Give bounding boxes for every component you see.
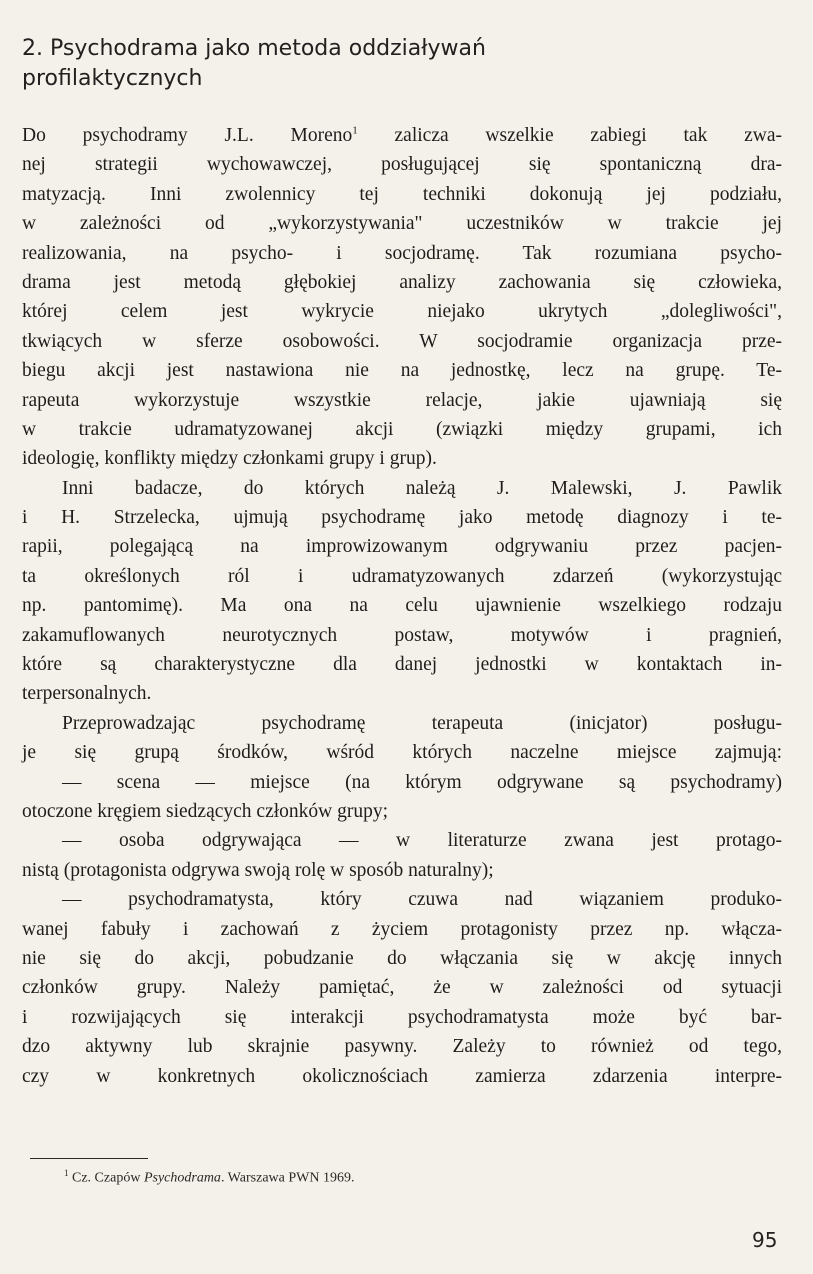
text-line: biegu akcji jest nastawiona nie na jednostkę, lecz na grupę. Te- xyxy=(22,360,782,382)
footnote-title: Psychodrama xyxy=(143,1170,221,1186)
footnote-suffix: . Warszawa PWN 1969. xyxy=(220,1170,355,1186)
footnote-number: 1 xyxy=(64,1168,69,1178)
text-line: je się grupą środków, wśród których naczelne miejsce zajmują: xyxy=(22,742,782,764)
body-text xyxy=(22,121,782,1091)
text-line: Inni badacze, do których należą J. Malewski, J. Pawlik xyxy=(62,477,782,499)
text-line: której celem jest wykrycie niejako ukrytych „dolegliwości", xyxy=(22,301,782,323)
text-line: otoczone kręgiem siedzących członków grupy; xyxy=(22,800,389,822)
section-heading xyxy=(22,34,762,94)
text-line: matyzacją. Inni zwolennicy tej techniki dokonują jej podziału, xyxy=(22,183,782,205)
text-line: np. pantomimę). Ma ona na celu ujawnienie wszelkiego rodzaju xyxy=(22,595,782,617)
text-line: i rozwijających się interakcji psychodramatysta może być bar- xyxy=(22,1006,782,1028)
text-line: dzo aktywny lub skrajnie pasywny. Zależy to również od tego, xyxy=(22,1036,782,1058)
text-line: członków grupy. Należy pamiętać, że w zależności od sytuacji xyxy=(22,977,782,999)
text-line: — scena — miejsce (na którym odgrywane są psychodramy) xyxy=(62,771,782,793)
footnote xyxy=(64,1168,354,1187)
page-number: 95 xyxy=(752,1228,778,1252)
text-line: wanej fabuły i zachowań z życiem protagonisty przez np. włącza- xyxy=(22,918,782,940)
text-line: — osoba odgrywająca — w literaturze zwana jest protago- xyxy=(62,830,782,852)
text-line: w trakcie udramatyzowanej akcji (związki między grupami, ich xyxy=(22,418,782,440)
text-line: czy w konkretnych okolicznościach zamierza zdarzenia interpre- xyxy=(22,1065,782,1087)
heading-line: 2. Psychodrama jako metoda oddziaływań xyxy=(22,36,486,61)
text-line: drama jest metodą głębokiej analizy zachowania się człowieka, xyxy=(22,271,782,293)
text-line: tkwiących w sferze osobowości. W socjodramie organizacja prze- xyxy=(22,330,782,352)
text-line: ta określonych ról i udramatyzowanych zdarzeń (wykorzystując xyxy=(22,565,782,587)
text-line: realizowania, na psycho- i socjodramę. Tak rozumiana psycho- xyxy=(22,242,782,264)
text-line: ideologię, konflikty między członkami grupy i grup). xyxy=(22,448,437,470)
footnote-divider xyxy=(30,1158,148,1159)
footnote-ref: 1 xyxy=(352,124,358,137)
text-line: rapeuta wykorzystuje wszystkie relacje, jakie ujawniają się xyxy=(22,389,782,411)
text-line: terpersonalnych. xyxy=(22,683,152,705)
text-line: rapii, polegającą na improwizowanym odgrywaniu przez pacjen- xyxy=(22,536,782,558)
text-line: nie się do akcji, pobudzanie do włączania się w akcję innych xyxy=(22,947,782,969)
text-line: nistą (protagonista odgrywa swoją rolę w sposób naturalny); xyxy=(22,859,494,881)
text-line: w zależności od „wykorzystywania" uczestników w trakcie jej xyxy=(22,213,782,235)
text-line: i H. Strzelecka, ujmują psychodramę jako metodę diagnozy i te- xyxy=(22,507,782,529)
text-line: Do psychodramy J.L. Moreno$^1$ zalicza wszelkie zabiegi tak zwa- xyxy=(22,124,782,146)
text-line: które są charakterystyczne dla danej jednostki w kontaktach in- xyxy=(22,654,782,676)
footnote-prefix: Cz. Czapów xyxy=(72,1170,144,1186)
text-line: nej strategii wychowawczej, posługującej się spontaniczną dra- xyxy=(22,154,782,176)
heading-line: profilaktycznych xyxy=(22,66,203,91)
text-line: — psychodramatysta, który czuwa nad wiązaniem produko- xyxy=(62,889,782,911)
text-line: zakamuflowanych neurotycznych postaw, motywów i pragnień, xyxy=(22,624,782,646)
text-line: Przeprowadzając psychodramę terapeuta (inicjator) posługu- xyxy=(62,712,782,734)
